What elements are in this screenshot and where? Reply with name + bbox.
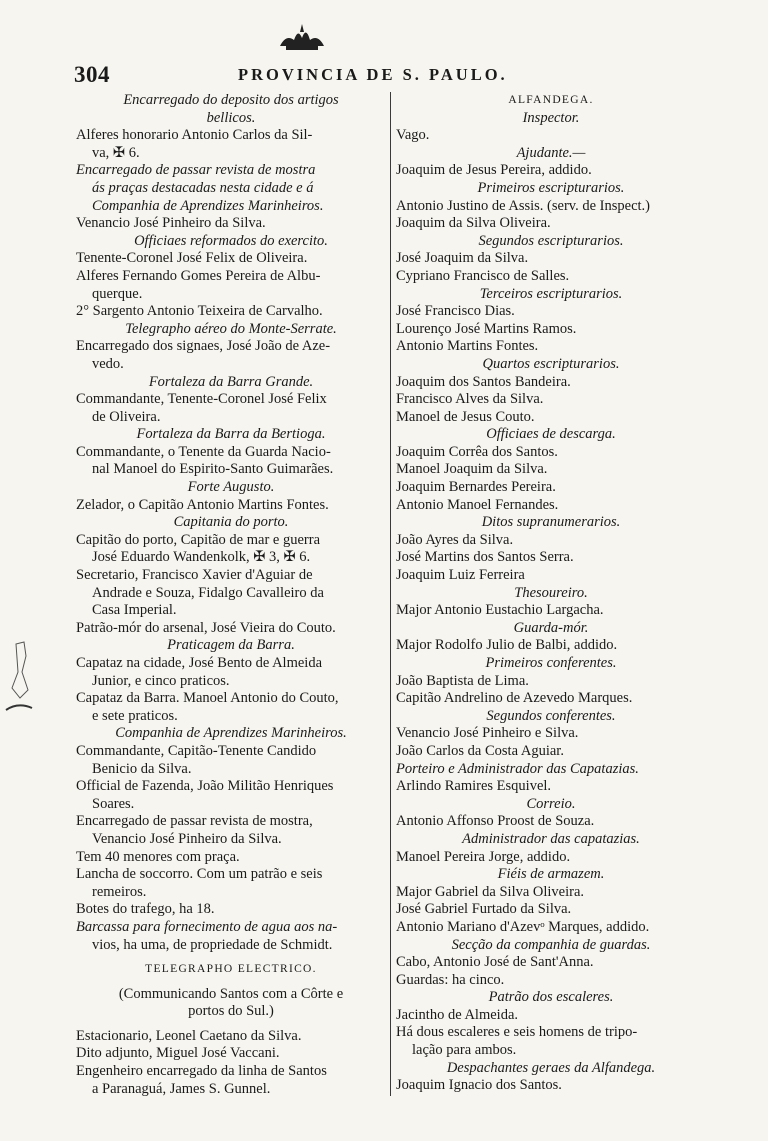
text-line: vedo.: [92, 355, 124, 372]
text-line: Companhia de Aprendizes Marinheiros.: [92, 197, 324, 214]
text-line: Major Gabriel da Silva Oliveira.: [396, 883, 585, 900]
text-line: Antonio Martins Fontes.: [396, 338, 539, 355]
text-line: Tem 40 menores com praça.: [76, 848, 240, 865]
text-line: Antonio Justino de Assis. (serv. de Inspect.): [396, 197, 650, 214]
text-line: Segundos conferentes.: [486, 707, 616, 724]
text-line: Fortaleza da Barra da Bertioga.: [136, 426, 326, 443]
text-line: Joaquim Luiz Ferreira: [396, 567, 525, 584]
text-line: Encarregado do deposito dos artigos: [123, 92, 339, 108]
text-line: Antonio Mariano d'Azevᵒ Marques, addido.: [396, 918, 650, 935]
text-line: Francisco Alves da Silva.: [396, 391, 544, 408]
text-line: Antonio Affonso Proost de Souza.: [396, 813, 595, 830]
text-line: Commandante, Capitão-Tenente Candido: [76, 742, 317, 759]
text-line: Porteiro e Administrador das Capatazias.: [396, 760, 639, 777]
text-line: Antonio Manoel Fernandes.: [396, 496, 559, 513]
right-column: [396, 92, 706, 1095]
text-line: Terceiros escripturarios.: [479, 285, 623, 302]
text-line: Thesoureiro.: [514, 584, 588, 601]
text-line: Tenente-Coronel José Felix de Oliveira.: [76, 250, 308, 267]
text-line: Segundos escripturarios.: [478, 232, 624, 249]
text-line: José Eduardo Wandenkolk, ✠ 3, ✠ 6.: [92, 549, 311, 566]
text-line: José Gabriel Furtado da Silva.: [396, 901, 572, 918]
text-line: Venancio José Pinheiro e Silva.: [396, 725, 579, 742]
text-line: Joaquim da Silva Oliveira.: [396, 215, 551, 232]
left-column: [76, 92, 386, 1098]
text-line: Ajudante.—: [516, 144, 586, 161]
text-line: a Paranaguá, James S. Gunnel.: [92, 1080, 271, 1097]
running-title: PROVINCIA DE S. PAULO.: [238, 65, 508, 84]
text-line: Joaquim Ignacio dos Santos.: [396, 1077, 562, 1094]
text-line: Venancio José Pinheiro da Silva.: [76, 215, 266, 232]
text-line: Primeiros conferentes.: [485, 655, 617, 671]
text-line: Cypriano Francisco de Salles.: [396, 267, 570, 284]
text-line: e sete praticos.: [92, 707, 178, 724]
text-line: Cabo, Antonio José de Sant'Anna.: [396, 954, 594, 971]
text-line: Fiéis de armazem.: [497, 866, 605, 883]
text-line: Official de Fazenda, João Militão Henriques: [76, 778, 334, 795]
text-line: Arlindo Ramires Esquivel.: [396, 778, 552, 795]
text-line: vios, ha uma, de propriedade de Schmidt.: [92, 936, 333, 953]
text-line: Junior, e cinco praticos.: [92, 672, 230, 689]
text-line: Joaquim de Jesus Pereira, addido.: [396, 162, 592, 179]
text-line: Encarregado de passar revista de mostra: [76, 162, 316, 179]
text-line: Commandante, o Tenente da Guarda Nacio-: [76, 443, 331, 460]
text-line: Capitão Andrelino de Azevedo Marques.: [396, 690, 633, 707]
text-line: bellicos.: [206, 109, 256, 126]
text-line: Casa Imperial.: [92, 602, 177, 619]
page-number: 304: [74, 62, 110, 87]
text-line: Encarregado de passar revista de mostra,: [76, 813, 313, 830]
text-line: lação para ambos.: [412, 1042, 517, 1059]
text-line: José Francisco Dias.: [396, 303, 515, 320]
text-line: Forte Augusto.: [187, 479, 275, 496]
page-header: [0, 62, 768, 90]
text-line: Secção da companhia de guardas.: [451, 936, 651, 953]
text-line: TELEGRAPHO ELECTRICO.: [145, 963, 317, 976]
text-line: Vago.: [396, 127, 430, 144]
text-line: 2° Sargento Antonio Teixeira de Carvalho.: [76, 303, 323, 320]
text-line: Companhia de Aprendizes Marinheiros.: [115, 725, 347, 742]
text-line: Primeiros escripturarios.: [477, 179, 625, 196]
text-line: João Carlos da Costa Aguiar.: [396, 742, 564, 759]
text-line: Joaquim Corrêa dos Santos.: [396, 443, 558, 460]
text-line: Correio.: [526, 795, 576, 812]
text-line: Capitania do porto.: [173, 514, 289, 531]
text-line: nal Manoel do Espirito-Santo Guimarães.: [92, 461, 334, 478]
spacer: [76, 1021, 386, 1028]
text-line: Encarregado dos signaes, José João de Aze-: [76, 338, 331, 355]
text-line: querque.: [92, 285, 143, 302]
text-line: João Ayres da Silva.: [396, 531, 514, 548]
text-line: Jacintho de Almeida.: [396, 1006, 519, 1023]
text-line: Capitão do porto, Capitão de mar e guerra: [76, 531, 321, 548]
text-line: va, ✠ 6.: [92, 144, 140, 161]
text-line: Quartos escripturarios.: [482, 355, 620, 372]
text-line: João Baptista de Lima.: [396, 672, 529, 689]
header-ornament: [272, 20, 332, 56]
text-line: Officiaes reformados do exercito.: [134, 232, 328, 249]
text-line: Lancha de soccorro. Com um patrão e seis: [76, 866, 323, 883]
text-line: Patrão-mór do arsenal, José Vieira do Couto.: [76, 619, 336, 636]
text-line: ás praças destacadas nesta cidade e á: [92, 179, 314, 196]
text-line: Venancio José Pinheiro da Silva.: [92, 830, 282, 847]
text-line: Administrador das capatazias.: [462, 830, 640, 847]
text-line: Joaquim dos Santos Bandeira.: [396, 373, 571, 390]
text-line: José Martins dos Santos Serra.: [396, 549, 574, 566]
text-line: Guarda-mór.: [513, 619, 589, 636]
text-line: Capataz da Barra. Manoel Antonio do Couto,: [76, 690, 339, 707]
text-line: Patrão dos escaleres.: [488, 989, 614, 1006]
text-line: Praticagem da Barra.: [167, 637, 295, 654]
spacer: [76, 979, 386, 986]
text-line: Commandante, Tenente-Coronel José Felix: [76, 391, 327, 408]
text-line: Estacionario, Leonel Caetano da Silva.: [76, 1027, 302, 1044]
text-line: Manoel Pereira Jorge, addido.: [396, 848, 571, 865]
text-line: Fortaleza da Barra Grande.: [148, 373, 314, 390]
text-line: (Communicando Santos com a Côrte e: [118, 985, 344, 1002]
text-line: de Oliveira.: [92, 408, 161, 425]
text-line: Alferes Fernando Gomes Pereira de Albu-: [76, 267, 321, 284]
text-line: ALFANDEGA.: [508, 94, 594, 106]
text-line: Barcassa para fornecimento de agua aos na-: [76, 918, 338, 935]
text-line: Manoel Joaquim da Silva.: [396, 461, 548, 478]
text-line: Zelador, o Capitão Antonio Martins Fontes.: [76, 496, 329, 513]
text-line: Officiaes de descarga.: [486, 426, 616, 443]
text-line: Telegrapho aéreo do Monte-Serrate.: [125, 320, 337, 337]
text-line: Benicio da Silva.: [92, 760, 192, 777]
text-line: portos do Sul.): [188, 1003, 274, 1020]
text-line: Secretario, Francisco Xavier d'Aguiar de: [76, 567, 313, 584]
text-line: Capataz na cidade, José Bento de Almeida: [76, 655, 323, 671]
text-line: Guardas: ha cinco.: [396, 971, 505, 988]
text-line: Dito adjunto, Miguel José Vaccani.: [76, 1045, 280, 1062]
text-line: Lourenço José Martins Ramos.: [396, 320, 577, 337]
margin-stain: [2, 638, 44, 718]
text-line: Inspector.: [522, 109, 580, 126]
text-line: Andrade e Souza, Fidalgo Cavalleiro da: [92, 584, 324, 601]
text-line: José Joaquim da Silva.: [396, 250, 529, 267]
text-line: Ditos supranumerarios.: [481, 514, 621, 531]
text-line: Joaquim Bernardes Pereira.: [396, 479, 556, 496]
text-line: Há dous escaleres e seis homens de tripo-: [396, 1024, 638, 1041]
text-line: Botes do trafego, ha 18.: [76, 901, 215, 918]
spacer: [76, 954, 386, 961]
text-line: remeiros.: [92, 883, 147, 900]
text-line: Soares.: [92, 795, 135, 812]
text-line: Major Antonio Eustachio Largacha.: [396, 602, 604, 619]
text-line: Manoel de Jesus Couto.: [396, 408, 535, 425]
text-line: Despachantes geraes da Alfandega.: [446, 1059, 656, 1076]
text-line: Alferes honorario Antonio Carlos da Sil-: [76, 127, 313, 144]
text-line: Major Rodolfo Julio de Balbi, addido.: [396, 637, 618, 654]
column-divider: [390, 92, 391, 1096]
text-line: Engenheiro encarregado da linha de Santos: [76, 1063, 327, 1080]
